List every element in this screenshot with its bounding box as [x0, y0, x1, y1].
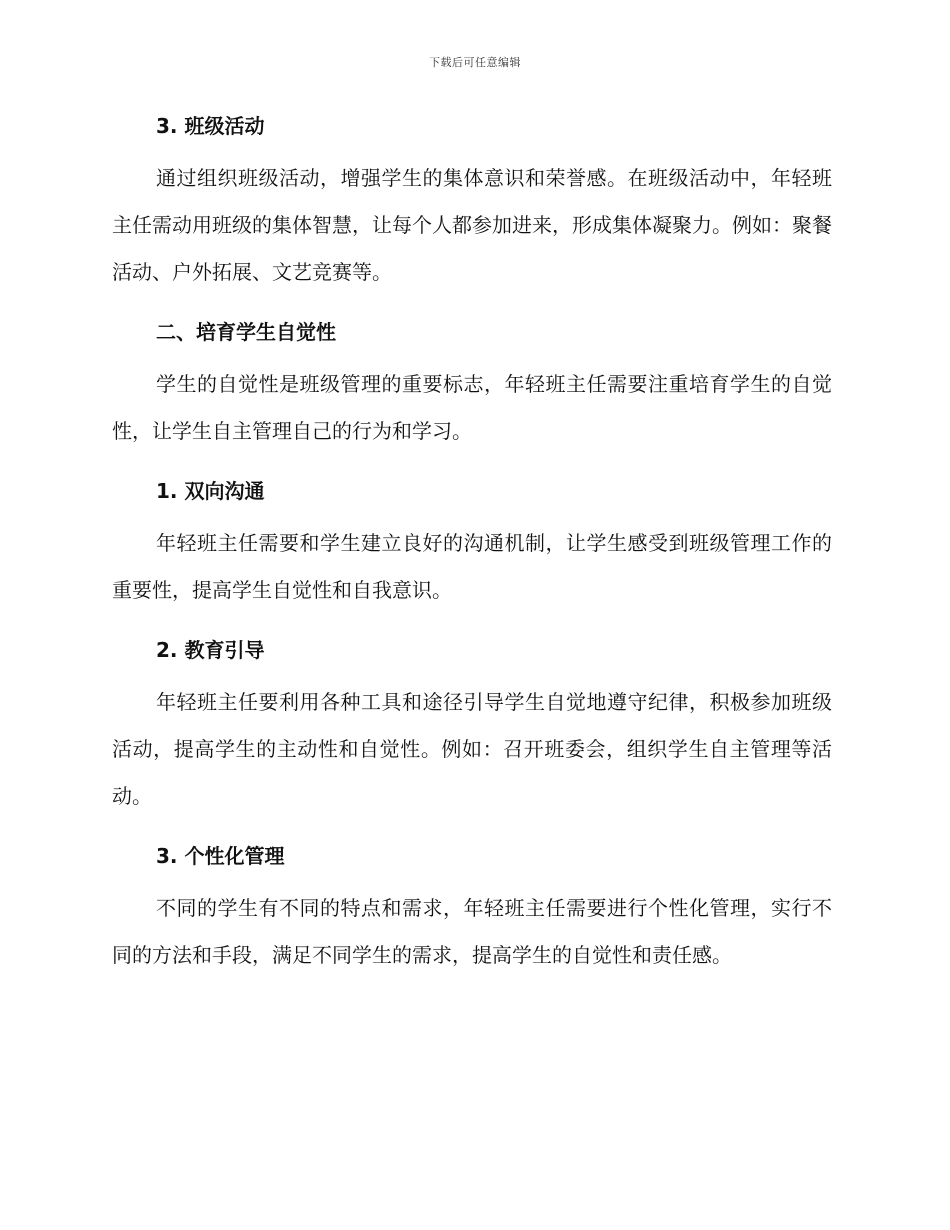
section-heading: 3. 个性化管理 — [156, 844, 285, 868]
section-paragraph: 年轻班主任需要和学生建立良好的沟通机制，让学生感受到班级管理工作的重要性，提高学生自觉性和自我意识。 — [112, 531, 832, 602]
document-body — [112, 110, 832, 979]
section-heading: 2. 教育引导 — [156, 638, 265, 662]
section-paragraph: 通过组织班级活动，增强学生的集体意识和荣誉感。在班级活动中，年轻班主任需动用班级的集体智慧，让每个人都参加进来，形成集体凝聚力。例如：聚餐活动、户外拓展、文艺竞赛等。 — [112, 166, 832, 284]
section-heading: 3. 班级活动 — [156, 114, 265, 138]
section-paragraph: 年轻班主任要利用各种工具和途径引导学生自觉地遵守纪律，积极参加班级活动，提高学生的主动性和自觉性。例如：召开班委会，组织学生自主管理等活动。 — [112, 690, 832, 808]
section-heading: 二、培育学生自觉性 — [156, 320, 336, 344]
section-paragraph: 不同的学生有不同的特点和需求，年轻班主任需要进行个性化管理，实行不同的方法和手段，满足不同学生的需求，提高学生的自觉性和责任感。 — [112, 896, 832, 967]
section-heading: 1. 双向沟通 — [156, 479, 265, 503]
header-note: 下载后可任意编辑 — [429, 56, 521, 69]
section-paragraph: 学生的自觉性是班级管理的重要标志，年轻班主任需要注重培育学生的自觉性，让学生自主管理自己的行为和学习。 — [112, 372, 832, 443]
